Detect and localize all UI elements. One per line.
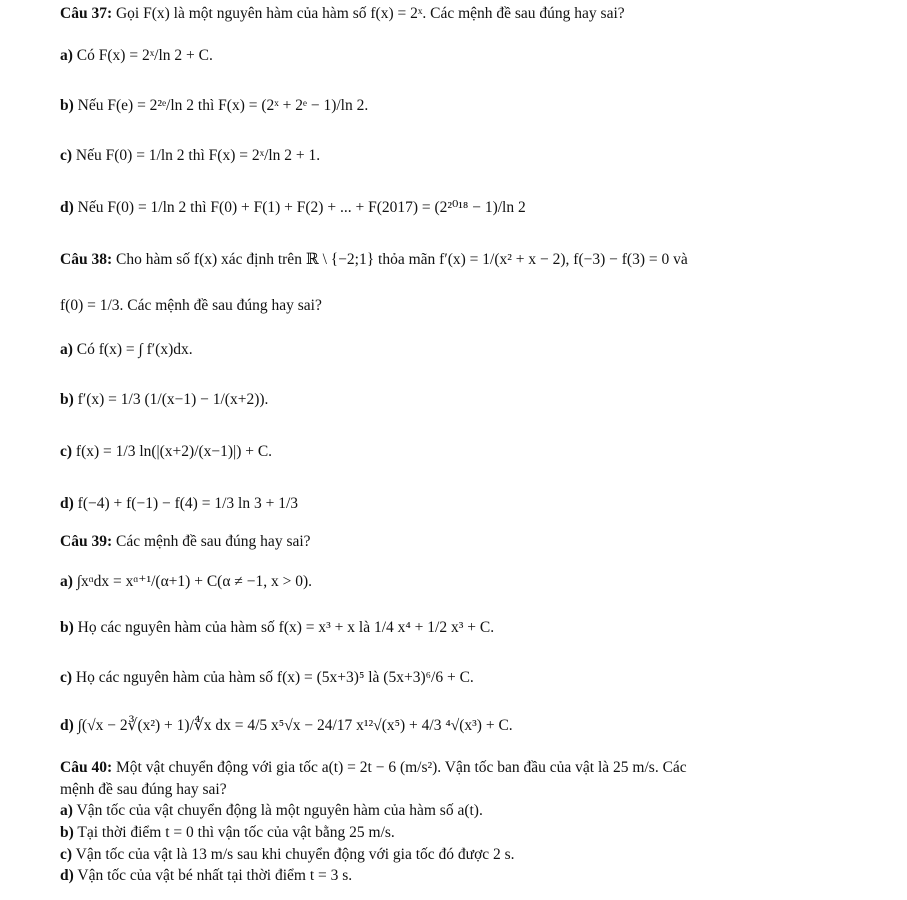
q40-c-text: Vận tốc của vật là 13 m/s sau khi chuyển động với gia tốc đó được 2 s. — [75, 846, 515, 863]
q37-option-b: b) Nếu F(e) = 2²ᵉ/ln 2 thì F(x) = (2ˣ + 2ᵉ − 1)/ln 2. — [60, 97, 369, 114]
q40-stem-line2 — [60, 780, 897, 800]
q37-option-a: a) Có F(x) = 2ˣ/ln 2 + C. — [60, 47, 213, 64]
q37-c-text: Nếu F(0) = 1/ln 2 thì F(x) = 2ˣ/ln 2 + 1. — [75, 147, 321, 164]
q39-text: Các mệnh đề sau đúng hay sai? — [115, 533, 311, 550]
q39-option-a: a) ∫xᵅdx = xᵅ⁺¹/(α+1) + C(α ≠ −1, x > 0). — [60, 573, 312, 590]
q37-stem — [60, 4, 897, 24]
q40-a-text: Vận tốc của vật chuyển động là một nguyên hàm của hàm số a(t). — [76, 802, 483, 819]
q38-c-text: f(x) = 1/3 ln(|(x+2)/(x−1)|) + C. — [75, 443, 273, 460]
q40-option-b: b) Tại thời điểm t = 0 thì vận tốc của vật bằng 25 m/s. — [60, 824, 395, 841]
q37-d-text: Nếu F(0) = 1/ln 2 thì F(0) + F(1) + F(2) + ... + F(2017) = (2²⁰¹⁸ − 1)/ln 2 — [77, 199, 526, 216]
q38-a-text: Có f(x) = ∫ f′(x)dx. — [76, 341, 193, 358]
q39-c-text: Họ các nguyên hàm của hàm số f(x) = (5x+3)⁵ là (5x+3)⁶/6 + C. — [75, 669, 474, 686]
q39-d-text: ∫(√x − 2∛(x²) + 1)/∜x dx = 4/5 x⁵√x − 24/17 x¹²√(x⁵) + 4/3 ⁴√(x³) + C. — [77, 717, 513, 734]
q39-option-d: d) ∫(√x − 2∛(x²) + 1)/∜x dx = 4/5 x⁵√x − 24/17 x¹²√(x⁵) + 4/3 ⁴√(x³) + C. — [60, 717, 513, 734]
q38-b-text: f′(x) = 1/3 (1/(x−1) − 1/(x+2)). — [77, 391, 269, 408]
q37-b-text: Nếu F(e) = 2²ᵉ/ln 2 thì F(x) = (2ˣ + 2ᵉ − 1)/ln 2. — [77, 97, 369, 114]
q40-stem-line1 — [60, 758, 897, 778]
q38-text1: Cho hàm số f(x) xác định trên ℝ \ {−2;1} thỏa mãn f′(x) = 1/(x² + x − 2), f(−3) − f(3) = 0 và — [115, 251, 688, 268]
q37-option-c: c) Nếu F(0) = 1/ln 2 thì F(x) = 2ˣ/ln 2 + 1. — [60, 147, 321, 164]
q38-d-text: f(−4) + f(−1) − f(4) = 1/3 ln 3 + 1/3 — [77, 495, 298, 512]
q39-b-text: Họ các nguyên hàm của hàm số f(x) = x³ + x là 1/4 x⁴ + 1/2 x³ + C. — [77, 619, 495, 636]
q39-label: Câu 39: — [60, 533, 113, 550]
q39-option-c: c) Họ các nguyên hàm của hàm số f(x) = (5x+3)⁵ là (5x+3)⁶/6 + C. — [60, 669, 474, 686]
q38-text2: f(0) = 1/3. Các mệnh đề sau đúng hay sai? — [60, 297, 322, 314]
q40-text2: mệnh đề sau đúng hay sai? — [60, 781, 227, 798]
q40-option-c: c) Vận tốc của vật là 13 m/s sau khi chuyển động với gia tốc đó được 2 s. — [60, 846, 515, 863]
q40-option-d: d) Vận tốc của vật bé nhất tại thời điểm t = 3 s. — [60, 867, 353, 884]
q38-label: Câu 38: — [60, 251, 113, 268]
q39-stem — [60, 532, 897, 552]
q40-option-a: a) Vận tốc của vật chuyển động là một nguyên hàm của hàm số a(t). — [60, 802, 483, 819]
q38-stem-line2 — [60, 296, 897, 316]
q37-label: Câu 37: — [60, 5, 113, 22]
q40-label: Câu 40: — [60, 759, 113, 776]
q40-text1: Một vật chuyển động với gia tốc a(t) = 2t − 6 (m/s²). Vận tốc ban đầu của vật là 25 m/s. Các — [115, 759, 687, 776]
q38-option-c: c) f(x) = 1/3 ln(|(x+2)/(x−1)|) + C. — [60, 443, 273, 460]
q40-d-text: Vận tốc của vật bé nhất tại thời điểm t = 3 s. — [77, 867, 353, 884]
q40-b-text: Tại thời điểm t = 0 thì vận tốc của vật bằng 25 m/s. — [77, 824, 395, 841]
q38-option-a: a) Có f(x) = ∫ f′(x)dx. — [60, 341, 193, 358]
q37-a-text: Có F(x) = 2ˣ/ln 2 + C. — [76, 47, 213, 64]
q37-option-d: d) Nếu F(0) = 1/ln 2 thì F(0) + F(1) + F(2) + ... + F(2017) = (2²⁰¹⁸ − 1)/ln 2 — [60, 199, 526, 216]
q38-option-d: d) f(−4) + f(−1) − f(4) = 1/3 ln 3 + 1/3 — [60, 495, 298, 512]
q37-text: Gọi F(x) là một nguyên hàm của hàm số f(x) = 2ˣ. Các mệnh đề sau đúng hay sai? — [115, 5, 625, 22]
q39-option-b: b) Họ các nguyên hàm của hàm số f(x) = x³ + x là 1/4 x⁴ + 1/2 x³ + C. — [60, 619, 495, 636]
q39-a-text: ∫xᵅdx = xᵅ⁺¹/(α+1) + C(α ≠ −1, x > 0). — [76, 573, 312, 590]
q38-option-b: b) f′(x) = 1/3 (1/(x−1) − 1/(x+2)). — [60, 391, 269, 408]
q38-stem-line1 — [60, 250, 897, 270]
